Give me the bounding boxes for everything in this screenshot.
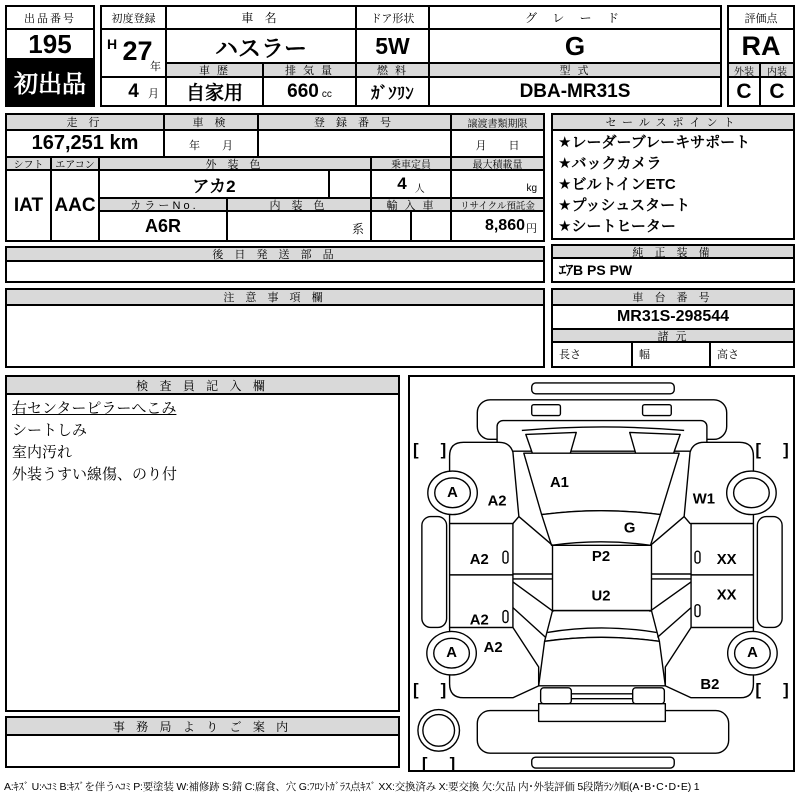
svg-text:[: [ [755, 679, 762, 699]
damage-mark-B2: B2 [700, 676, 720, 693]
damage-mark-XX: XX [716, 587, 737, 604]
wiper-right [630, 432, 680, 454]
first-reg-month-cell [102, 78, 167, 105]
first-reg-year: 27 [122, 35, 153, 66]
sales-point-item: ★シートヒーター [558, 218, 676, 235]
month-suffix: 月 [148, 88, 159, 100]
damage-mark-A2: A2 [469, 552, 489, 569]
recycle-label: リサイクル預託金 [452, 199, 543, 212]
max-load-cell: kg [452, 171, 543, 199]
interior-label: 内装 [761, 64, 793, 78]
model-code-value: DBA-MR31S [519, 80, 631, 102]
office-value [7, 736, 398, 766]
vehicle-header-table [100, 5, 722, 107]
year-suffix: 年 [150, 61, 161, 73]
import-label: 輸 入 車 [372, 199, 452, 212]
car-name-label: 車 名 [167, 7, 357, 30]
spare-tire-inner [423, 715, 455, 747]
transfer-value: 月 日 [452, 131, 543, 158]
capacity-unit: 人 [414, 183, 425, 195]
height-label: 高さ [717, 349, 739, 361]
score-label: 評価点 [729, 7, 793, 30]
damage-diagram-box [408, 375, 795, 772]
inspector-notes [12, 398, 393, 486]
car-name: ハスラー [167, 30, 357, 64]
door-value: 5W [357, 30, 430, 64]
rear-gate [539, 637, 666, 686]
office-box [5, 716, 400, 768]
capacity-label: 乗車定員 [372, 158, 452, 171]
damage-mark-XX: XX [716, 552, 737, 569]
svg-text:]: ] [440, 440, 447, 460]
inspector-note: 外装うすい線傷、のり付 [12, 466, 178, 483]
headlight-right [643, 405, 672, 416]
tail-light-right [633, 688, 665, 704]
svg-text:]: ] [440, 679, 447, 699]
chassis-box [551, 288, 795, 368]
color-no-value: A6R [100, 212, 228, 240]
lot-number: 195 [28, 30, 72, 58]
damage-mark-P2: P2 [591, 549, 611, 566]
car-top-view-diagram [410, 377, 793, 770]
inspector-box [5, 375, 400, 712]
displacement-label: 排 気 量 [264, 64, 357, 78]
inspector-label: 検 査 員 記 入 欄 [7, 377, 398, 395]
interior-grade: C [769, 79, 785, 103]
color-no-label: カ ラ ー N o . [100, 199, 228, 212]
rating-box [727, 5, 795, 107]
exterior-label: 外装 [729, 64, 761, 78]
detail-table [5, 113, 545, 242]
rear-gate-lower [539, 704, 666, 722]
import-cell-2 [412, 212, 452, 240]
recycle-cell [452, 212, 543, 240]
caution-label: 注 意 事 項 欄 [7, 290, 543, 306]
sales-point-item: ★プッシュスタート [558, 197, 691, 214]
history-value: 自家用 [167, 78, 264, 105]
displacement-value: 660 [287, 80, 319, 102]
svg-text:[: [ [412, 440, 419, 460]
side-sill-left [422, 517, 447, 628]
inspector-note: 右センターピラーへこみ [12, 400, 177, 417]
mileage-label: 走 行 [7, 115, 165, 131]
caution-value [7, 306, 543, 366]
max-load-label: 最大積載量 [452, 158, 543, 171]
tail-light-bar [571, 694, 632, 699]
recycle-unit: 円 [526, 223, 537, 235]
fuel-label: 燃 料 [357, 64, 430, 78]
registration-value [259, 131, 452, 158]
svg-text:[: [ [412, 679, 419, 699]
registration-label: 登 録 番 号 [259, 115, 452, 131]
damage-mark-A2: A2 [469, 612, 489, 629]
sales-points-label: セールスポイント [553, 115, 793, 131]
damage-mark-U2: U2 [591, 588, 611, 605]
first-reg-year-cell [102, 30, 167, 78]
inspector-note: シートしみ [12, 422, 88, 439]
lot-label: 出品番号 [7, 7, 93, 30]
import-cell-1 [372, 212, 412, 240]
inspection-value: 年 月 [165, 131, 259, 158]
oem-equipment-value: ｴｱB PS PW [559, 262, 633, 278]
svg-text:]: ] [783, 679, 789, 699]
tail-light-left [541, 688, 572, 704]
front-top-strip [532, 383, 675, 394]
shift-label: シフト [7, 158, 52, 171]
exterior-grade: C [729, 78, 761, 105]
legend-line: A:ｷｽﾞ U:ﾍｺﾐ B:ｷｽﾞを伴うﾍｺﾐ P:要塗装 W:補修跡 S:錆 C:腐食、穴 G:ﾌﾛﾝﾄｶﾞﾗｽ点ｷｽﾞ XX:交換済み X:要交換 欠:欠品 内･外装評価 5段階ﾗﾝｸ順(A･B･C･D･E) 1 [4, 781, 700, 793]
oem-equipment-box [551, 244, 795, 283]
specs-label: 諸 元 [553, 330, 793, 343]
windshield [542, 511, 661, 546]
first-reg-label: 初度登録 [102, 7, 167, 30]
model-code-label: 型 式 [430, 64, 720, 78]
length-label: 長さ [553, 343, 633, 366]
ext-color-extra-cell [330, 171, 372, 199]
sales-point-item: ★バックカメラ [558, 155, 662, 172]
first-listing-badge: 初出品 [7, 58, 93, 105]
office-label: 事 務 局 よ り ご 案 内 [7, 718, 398, 736]
width-label: 幅 [633, 343, 711, 366]
later-parts-box [5, 246, 545, 283]
inspector-note: 室内汚れ [12, 444, 73, 461]
damage-mark-A2: A2 [487, 493, 507, 510]
svg-text:]: ] [783, 440, 789, 460]
damage-mark-A1: A1 [549, 474, 569, 491]
ext-color-label: 外 装 色 [100, 158, 372, 171]
chassis-label: 車 台 番 号 [553, 290, 793, 306]
svg-text:[: [ [421, 754, 428, 770]
svg-text:]: ] [449, 754, 456, 770]
shift-value: IAT [7, 171, 52, 240]
lot-box [5, 5, 95, 107]
sales-point-item: ★レーダーブレーキサポート [558, 134, 751, 151]
damage-mark-A: A [747, 645, 758, 662]
history-label: 車 歴 [167, 64, 264, 78]
rear-bottom-strip [532, 757, 675, 768]
hood [524, 453, 679, 514]
inspection-label: 車 検 [165, 115, 259, 131]
wheel-front-right-inner [734, 478, 770, 508]
transfer-label: 譲渡書類期限 [452, 115, 543, 131]
svg-text:[: [ [755, 440, 762, 460]
score-value: RA [729, 30, 793, 64]
damage-mark-A: A [446, 645, 457, 662]
displacement-unit: cc [321, 89, 332, 100]
caution-box [5, 288, 545, 368]
chassis-value: MR31S-298544 [553, 306, 793, 330]
capacity-cell [372, 171, 452, 199]
oem-equipment-label: 純 正 装 備 [553, 246, 793, 259]
ext-color-value: アカ2 [100, 171, 330, 199]
aircon-label: エアコン [52, 158, 100, 171]
damage-mark-A2: A2 [483, 640, 503, 657]
displacement-cell [264, 78, 357, 105]
grade-label: グ レ ー ド [430, 7, 720, 30]
damage-mark-G: G [623, 520, 636, 537]
int-color-value: 系 [228, 212, 372, 240]
door-label: ドア形状 [357, 7, 430, 30]
capacity-value: 4 [397, 174, 407, 193]
aircon-value: AAC [52, 171, 100, 240]
headlight-left [532, 405, 561, 416]
sales-points-list [555, 132, 791, 237]
mileage-value: 167,251 km [7, 131, 165, 158]
sales-point-item: ★ビルトインETC [558, 176, 676, 193]
grade-value: G [430, 30, 720, 64]
fuel-value: ｶﾞｿﾘﾝ [357, 78, 430, 105]
damage-mark-W1: W1 [692, 491, 716, 508]
wiper-left [526, 432, 576, 454]
sales-points-box [551, 113, 795, 240]
side-sill-right [757, 517, 782, 628]
int-color-label: 内 装 色 [228, 199, 372, 212]
damage-mark-A: A [447, 484, 458, 501]
era-letter: H [107, 36, 118, 52]
later-parts-value [7, 262, 543, 281]
first-reg-month: 4 [128, 80, 139, 102]
later-parts-label: 後 日 発 送 部 品 [7, 248, 543, 262]
recycle-fee: 8,860 [484, 217, 525, 234]
